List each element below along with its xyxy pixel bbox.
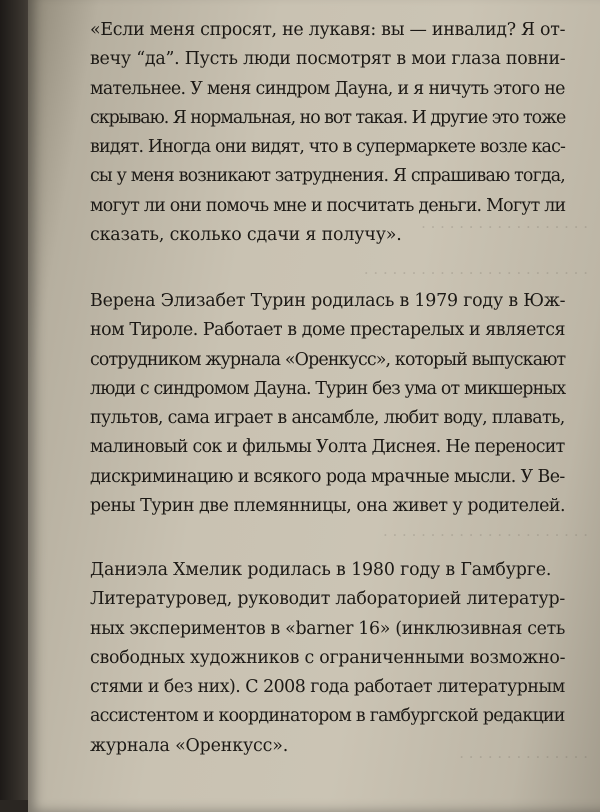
text-line: сотрудником журнала «Оренкусс», который выпускают	[90, 349, 566, 370]
text-line: вечу “да”. Пусть люди посмотрят в мои глаза повни-	[90, 49, 566, 70]
text-line: стями и без них). С 2008 года работает литературным	[90, 677, 565, 698]
author-bio-turin	[90, 287, 565, 521]
text-line: ных экспериментов в «barner 16» (инклюзивная сеть	[90, 618, 566, 639]
text-line: мательнее. У меня синдром Дауна, и я ничуть этого не	[90, 78, 565, 99]
text-line: свободных художников с ограниченными возможно-	[90, 647, 566, 668]
text-line: ном Тироле. Работает в доме престарелых и является	[90, 320, 566, 341]
text-line: журнала «Оренкусс».	[90, 735, 289, 756]
text-line: люди с синдромом Дауна. Турин без ума от микшерных	[90, 378, 566, 399]
text-line: Даниэла Хмелик родилась в 1980 году в Гамбурге.	[90, 560, 552, 580]
text-line: пультов, сама играет в ансамбле, любит воду, плавать,	[90, 408, 565, 429]
text-line: малиновый сок и фильмы Уолта Диснея. Не переносит	[90, 437, 565, 458]
show-through-text: · · · · · · · · · · · · · ·	[459, 748, 588, 766]
author-bio-khmelik	[90, 556, 565, 761]
text-line: рены Турин две племянницы, она живет у родителей.	[90, 496, 566, 517]
text-line: скрываю. Я нормальная, но вот такая. И другие это тоже	[90, 107, 566, 128]
quote-paragraph	[90, 16, 565, 250]
text-line: «Если меня спросят, не лукавя: вы — инвалид? Я от-	[90, 20, 566, 40]
text-line: сы у меня возникают затруднения. Я спрашиваю тогда,	[90, 166, 566, 187]
text-line: Верена Элизабет Турин родилась в 1979 году в Юж-	[90, 291, 566, 311]
text-line: дискриминацию и всякого рода мрачные мысли. У Ве-	[90, 466, 565, 487]
text-line: видят. Иногда они видят, что в супермаркете возле кас-	[90, 137, 566, 158]
show-through-text: · · · · · · · · · · · · · · · · · ·	[421, 218, 588, 236]
text-line: Литературовед, руководит лабораторией литератур-	[90, 589, 566, 610]
text-line: могут ли они помочь мне и посчитать деньги. Могут ли	[90, 195, 566, 216]
text-line: ассистентом и координатором в гамбургской редакции	[90, 706, 565, 727]
show-through-text: · · · · · · · · · · · · · · · · · · · · · ·	[382, 526, 588, 544]
text-line: сказать, сколько сдачи я получу».	[90, 225, 402, 246]
show-through-text: · · · · · · · · · · · · · · · · · · · · · · · ·	[363, 264, 588, 282]
